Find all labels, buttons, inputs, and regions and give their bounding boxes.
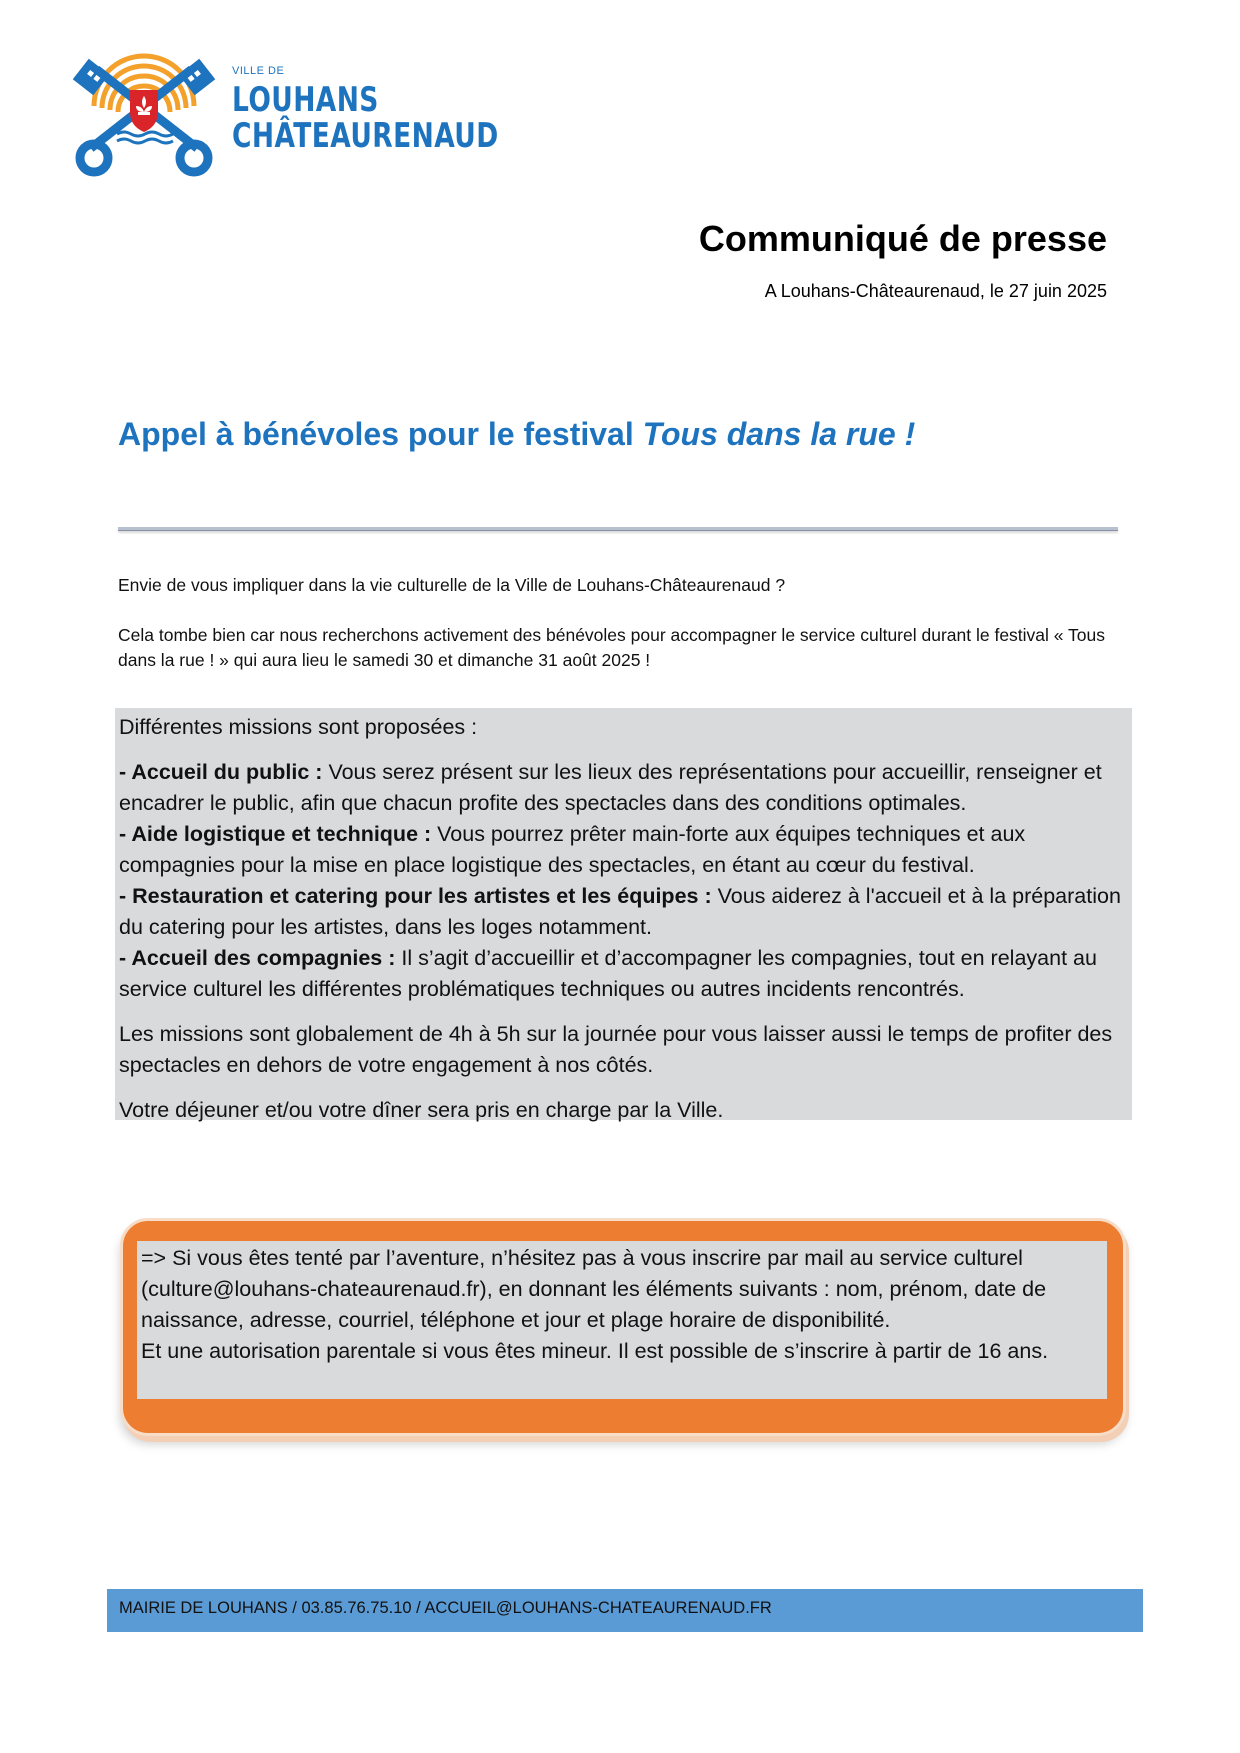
missions-box [115,708,1132,1120]
logo-line-2: CHÂTEAURENAUD [232,115,499,156]
mission-title: - Restauration et catering pour les artistes et les équipes : [119,884,712,908]
missions-list [119,757,1128,1005]
mission-description: Il s’agit d’accueillir et d’accompagner les compagnies, tout en relayant au service culturel les différentes problématiques techniques ou autres incidents rencontrés. [119,946,1097,1001]
headline-text: Appel à bénévoles pour le festival [118,416,643,452]
mission-item [119,881,1128,943]
registration-callout [120,1218,1126,1436]
press-release-title: Communiqué de presse [698,218,1107,259]
mission-item [119,819,1128,881]
mission-description: Vous pourrez prêter main-forte aux équipes techniques et aux compagnies pour la mise en place logistique des spectacles, en étant au cœur du festival. [119,822,1026,877]
intro-paragraph-1: Envie de vous impliquer dans la vie culturelle de la Ville de Louhans-Châteaurenaud ? [118,575,786,595]
headline [118,416,915,453]
missions-meal: Votre déjeuner et/ou votre dîner sera pris en charge par la Ville. [119,1098,724,1122]
mission-description: Vous aiderez à l'accueil et à la préparation du catering pour les artistes, dans les loges notamment. [119,884,1121,939]
mission-item [119,943,1128,1005]
mission-description: Vous serez présent sur les lieux des représentations pour accueillir, renseigner et encadrer le public, afin que chacun profite des spectacles dans des conditions optimales. [119,760,1102,815]
missions-intro: Différentes missions sont proposées : [119,715,478,739]
registration-instructions: => Si vous êtes tenté par l’aventure, n’hésitez pas à vous inscrire par mail au service culturel (culture@louhans-chateaurenaud.fr), en donnant les éléments suivants : nom, prénom, date de naissance, adresse, courriel, téléphone et jour et plage horaire de disponibilité. [141,1246,1047,1332]
divider [118,527,1118,531]
registration-age-note: Et une autorisation parentale si vous êtes mineur. Il est possible de s’inscrire à partir de 16 ans. [141,1339,1049,1363]
headline-festival-name: Tous dans la rue ! [642,416,916,452]
town-crest-icon [72,46,217,186]
press-release-date: A Louhans-Châteaurenaud, le 27 juin 2025 [764,281,1107,301]
mission-title: - Accueil du public : [119,760,323,784]
mission-item [119,757,1128,819]
town-logo [72,46,499,186]
logo-prefix: VILLE DE [232,65,285,77]
logo-line-1: LOUHANS [232,80,379,120]
mission-title: - Aide logistique et technique : [119,822,432,846]
town-name [232,66,574,154]
missions-duration: Les missions sont globalement de 4h à 5h sur la journée pour vous laisser aussi le temps de profiter des spectacles en dehors de votre engagement à nos côtés. [119,1022,1113,1077]
footer-contact-bar: MAIRIE DE LOUHANS / 03.85.76.75.10 / ACCUEIL@LOUHANS-CHATEAURENAUD.FR [107,1589,1143,1632]
registration-callout-text [137,1241,1107,1399]
mission-title: - Accueil des compagnies : [119,946,396,970]
intro-paragraph-2: Cela tombe bien car nous recherchons activement des bénévoles pour accompagner le service culturel durant le festival « Tous dans la rue ! » qui aura lieu le samedi 30 et dimanche 31 août 2025 ! [118,625,1106,670]
